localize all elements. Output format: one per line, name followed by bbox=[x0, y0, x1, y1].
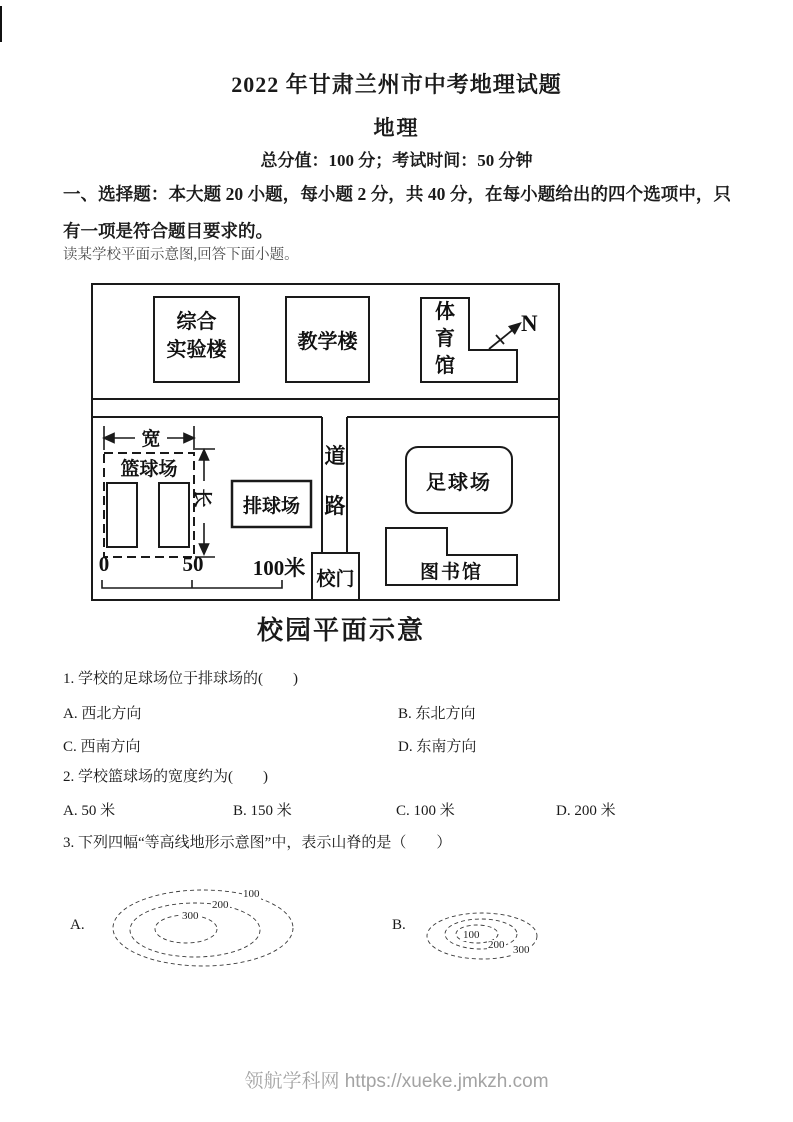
exam-meta-line: 总分值：100 分；考试时间：50 分钟 bbox=[260, 151, 533, 170]
basketball-label: 篮球场 bbox=[120, 459, 178, 480]
contour-a-300: 300 bbox=[182, 910, 199, 922]
north-label: N bbox=[521, 311, 538, 336]
scale-tick-50: 50 bbox=[182, 552, 204, 576]
map-caption: 校园平面示意 bbox=[256, 616, 425, 645]
footer-watermark: 领航学科网 https://xueke.jmkzh.com bbox=[244, 1071, 549, 1092]
library-label: 图书馆 bbox=[419, 561, 483, 583]
football-label: 足球场 bbox=[426, 471, 492, 494]
q1-option-c: C. 西南方向 bbox=[63, 739, 141, 755]
contour-b-300: 300 bbox=[513, 944, 530, 956]
q1-option-a: A. 西北方向 bbox=[63, 706, 142, 722]
road-band-sides bbox=[92, 399, 559, 417]
basketball-court-2 bbox=[159, 483, 189, 547]
question-1-text: 1. 学校的足球场位于排球场的( ) bbox=[63, 671, 298, 687]
scale-tick-100: 100米 bbox=[252, 556, 306, 580]
q2-option-b: B. 150 米 bbox=[233, 803, 292, 819]
q1-option-b: B. 东北方向 bbox=[398, 706, 476, 722]
road-label: 道路 bbox=[324, 444, 346, 518]
length-dim-label: 长 bbox=[191, 488, 212, 508]
volleyball-label: 排球场 bbox=[242, 495, 300, 517]
teaching-building-label: 教学楼 bbox=[297, 331, 358, 353]
question-3-text: 3. 下列四幅“等高线地形示意图”中，表示山脊的是（ ） bbox=[63, 835, 452, 851]
scan-artifact bbox=[0, 6, 2, 42]
diagram-b-letter: B. bbox=[392, 917, 406, 933]
scale-tick-0: 0 bbox=[98, 552, 110, 576]
contour-diagram-b bbox=[425, 908, 543, 966]
subject-heading: 地理 bbox=[373, 116, 420, 140]
lead-in-text: 读某学校平面示意图,回答下面小题。 bbox=[63, 247, 299, 263]
gate-label: 校门 bbox=[316, 568, 355, 590]
gym-label: 体育馆 bbox=[435, 301, 455, 377]
lab-building-line2: 实验楼 bbox=[166, 339, 227, 361]
contour-a-200: 200 bbox=[212, 899, 229, 911]
q2-option-c: C. 100 米 bbox=[396, 803, 455, 819]
campus-map-figure bbox=[91, 283, 561, 603]
contour-diagram-a bbox=[108, 882, 303, 977]
q2-option-d: D. 200 米 bbox=[556, 803, 616, 819]
lab-building-label bbox=[154, 308, 239, 364]
page-title: 2022 年甘肃兰州市中考地理试题 bbox=[231, 72, 562, 97]
basketball-court-1 bbox=[107, 483, 137, 547]
q1-option-d: D. 东南方向 bbox=[398, 739, 477, 755]
lab-building-line1: 综合 bbox=[176, 311, 217, 333]
section-header: 一、选择题：本大题 20 小题，每小题 2 分，共 40 分，在每小题给出的四个选项中，只有一项是符合题目要求的。 bbox=[63, 184, 731, 241]
north-arrow bbox=[489, 324, 520, 350]
width-dim-label: 宽 bbox=[141, 429, 161, 450]
q2-option-a: A. 50 米 bbox=[63, 803, 116, 819]
question-2-text: 2. 学校篮球场的宽度约为( ) bbox=[63, 769, 268, 785]
diagram-a-letter: A. bbox=[70, 917, 85, 933]
contour-a-100: 100 bbox=[243, 888, 260, 900]
contour-b-200: 200 bbox=[488, 939, 505, 951]
contour-b-100: 100 bbox=[463, 929, 480, 941]
